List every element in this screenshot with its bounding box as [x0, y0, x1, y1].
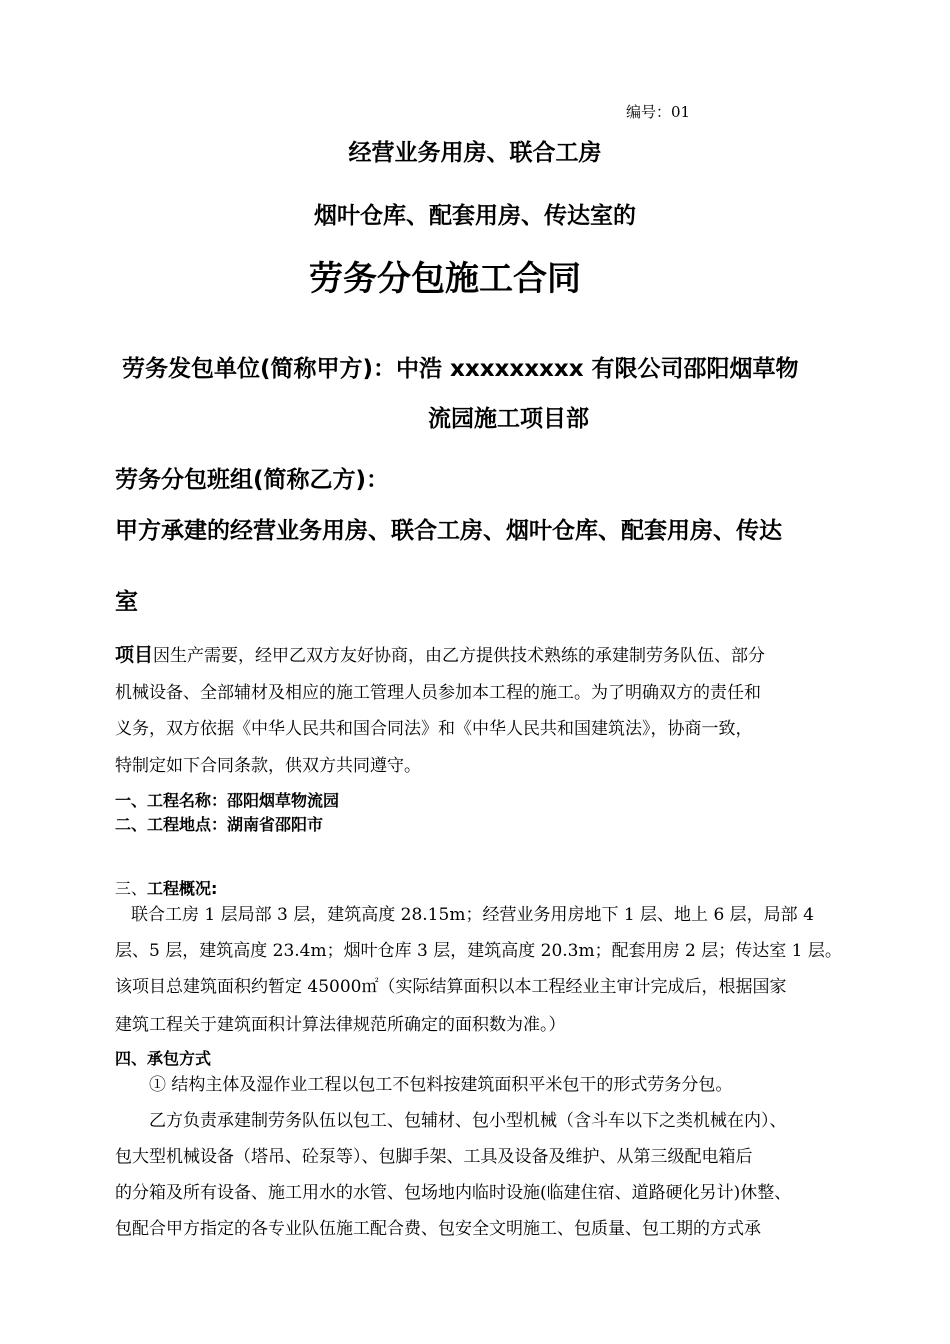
paragraph-1-text: 因生产需要，经甲乙双方友好协商，由乙方提供技术熟练的承建制劳务队伍、部分 [153, 646, 766, 666]
section-2-project-location: 二、工程地点：湖南省邵阳市 [115, 815, 324, 834]
section-4-line-2: 乙方负责承建制劳务队伍以包工、包辅材、包小型机械（含斗车以下之类机械在内）、 [149, 1111, 787, 1131]
title-line-2: 烟叶仓库、配套用房、传达室的 [314, 203, 636, 229]
project-intro-line-1: 甲方承建的经营业务用房、联合工房、烟叶仓库、配套用房、传达 [115, 518, 782, 544]
section-1-project-name: 一、工程名称：邵阳烟草物流园 [115, 791, 340, 810]
section-3-line-3: 该项目总建筑面积约暂定 45000㎡（实际结算面积以本工程经业主审计完成后，根据国家 [115, 977, 787, 997]
paragraph-1-lead: 项目 [115, 644, 154, 666]
section-4-heading: 四、承包方式 [115, 1049, 212, 1068]
section-3-line-2: 层、5 层，建筑高度 23.4m；烟叶仓库 3 层，建筑高度 20.3m；配套用房 2 层；传达室 1 层。 [115, 941, 842, 961]
section-4-line-5: 包配合甲方指定的各专业队伍施工配合费、包安全文明施工、包质量、包工期的方式承 [115, 1219, 761, 1239]
contract-title: 劳务分包施工合同 [309, 259, 581, 299]
paragraph-1-line-3: 义务，双方依据《中华人民共和国合同法》和《中华人民共和国建筑法》，协商一致， [115, 719, 753, 739]
paragraph-1-line-2: 机械设备、全部辅材及相应的施工管理人员参加本工程的施工。为了明确双方的责任和 [115, 683, 761, 703]
section-4-line-4: 的分箱及所有设备、施工用水的水管、包场地内临时设施(临建住宿、道路硬化另计)休整、 [115, 1183, 792, 1203]
project-intro-line-2: 室 [115, 589, 138, 615]
section-3-heading [115, 876, 217, 899]
section-3-title: 工程概况: [147, 879, 218, 898]
section-4-line-3: 包大型机械设备（塔吊、砼泵等）、包脚手架、工具及设备及维护、从第三级配电箱后 [115, 1147, 753, 1167]
section-3-line-4: 建筑工程关于建筑面积计算法律规范所确定的面积数为准。） [115, 1015, 566, 1035]
section-3-number: 三、 [115, 879, 148, 898]
paragraph-1-line-1 [115, 640, 765, 667]
party-a-line-1: 劳务发包单位(简称甲方)：中浩 xxxxxxxxx 有限公司邵阳烟草物 [122, 356, 799, 382]
section-4-line-1: ① 结构主体及湿作业工程以包工不包料按建筑面积平米包干的形式劳务分包。 [149, 1075, 733, 1095]
party-a-line-2: 流园施工项目部 [428, 406, 589, 432]
title-line-1: 经营业务用房、联合工房 [348, 140, 602, 166]
party-b: 劳务分包班组(简称乙方)： [115, 467, 390, 493]
paragraph-1-line-4: 特制定如下合同条款，供双方共同遵守。 [115, 756, 421, 776]
serial-number: 编号：01 [626, 103, 691, 121]
section-3-line-1: 联合工房 1 层局部 3 层，建筑高度 28.15m；经营业务用房地下 1 层、地上 6 层，局部 4 [131, 905, 814, 925]
